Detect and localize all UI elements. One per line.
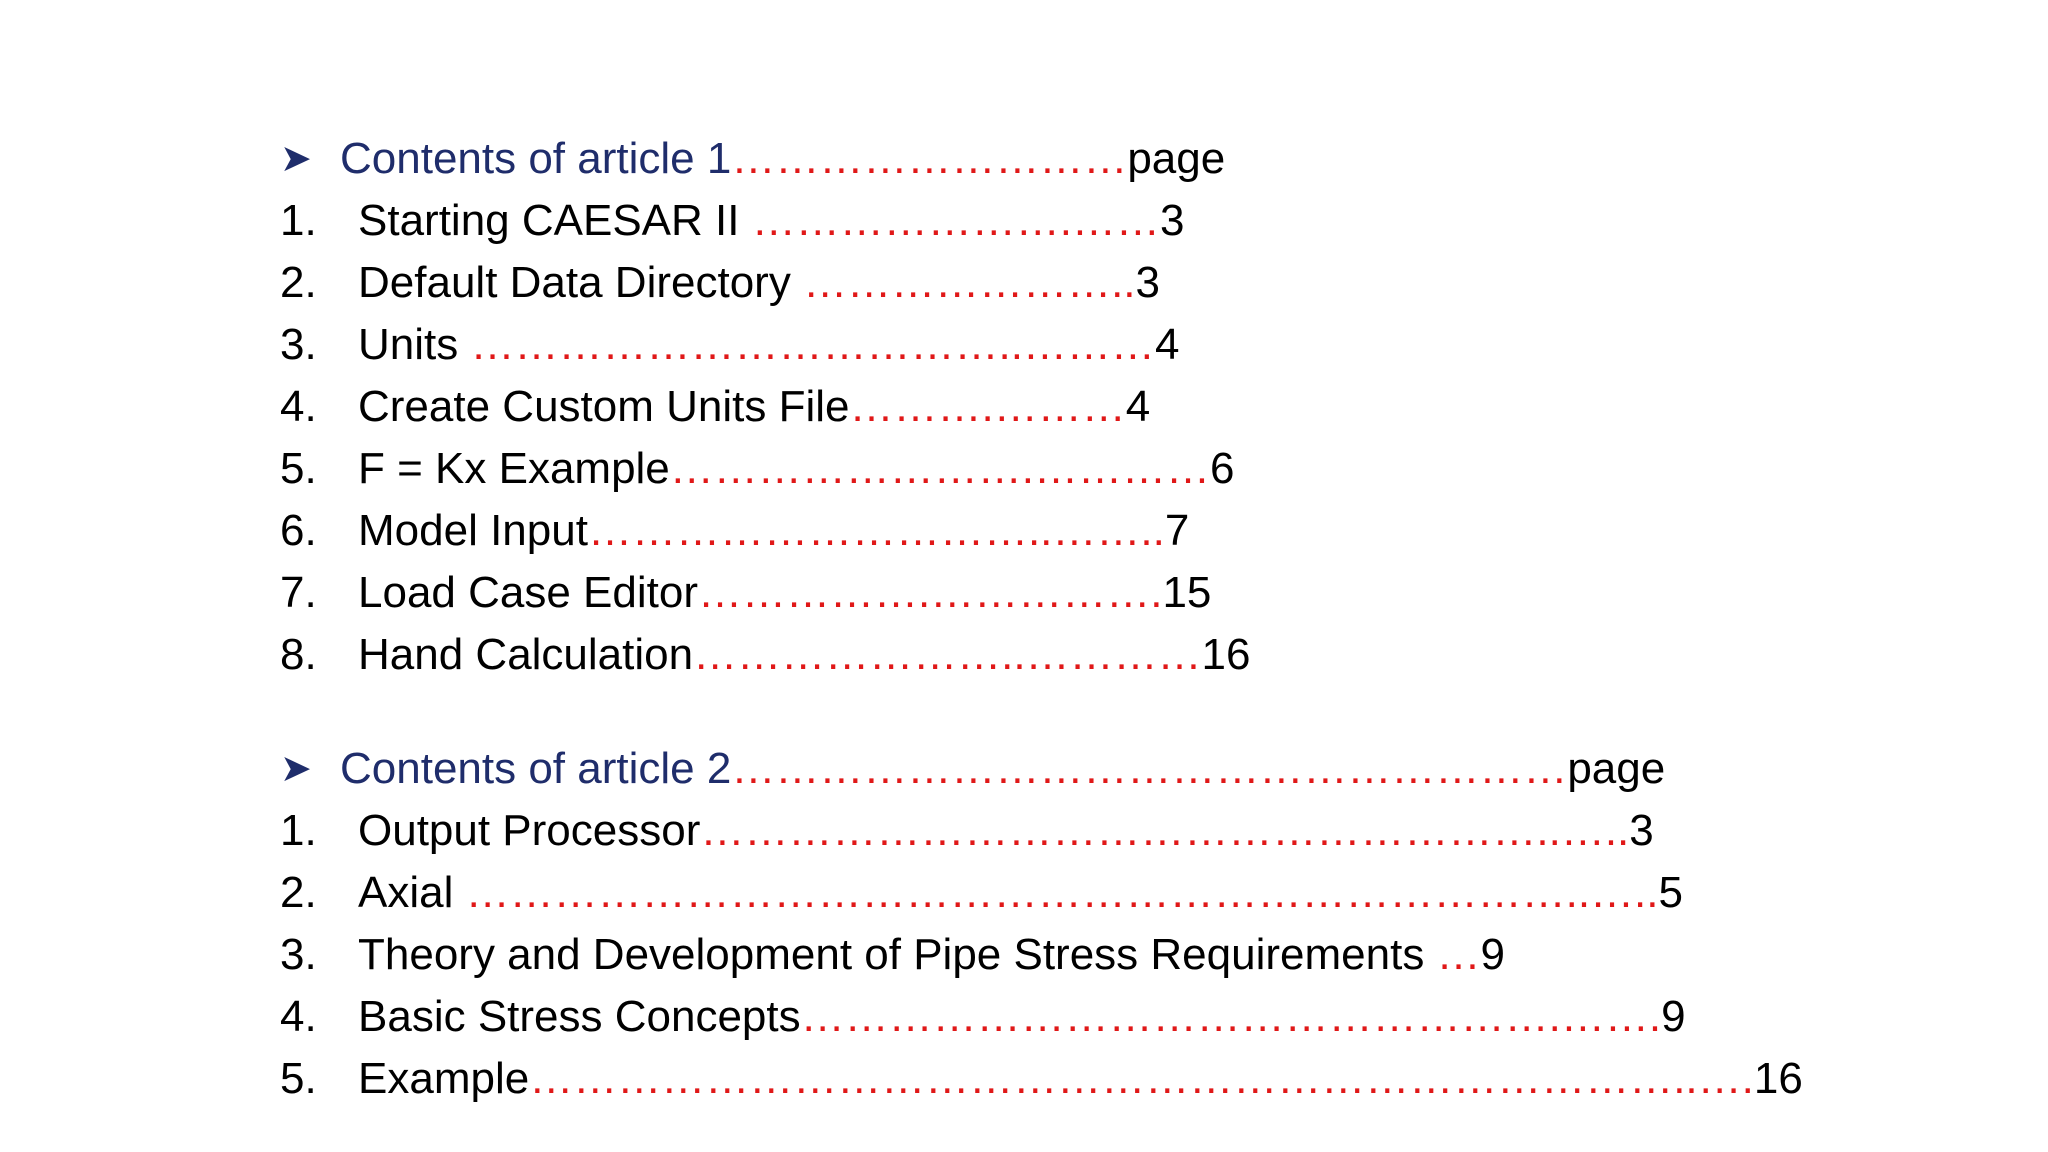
toc-entry[interactable] xyxy=(280,986,1803,1048)
toc-leader-dots: …………………………..…….. xyxy=(587,506,1165,555)
toc-heading-article-1 xyxy=(280,128,1251,190)
toc-entry-number: 1. xyxy=(280,196,317,245)
toc-entry-page: 6 xyxy=(1210,444,1235,493)
toc-entry[interactable] xyxy=(280,1048,1803,1110)
toc-entry-title: Theory and Development of Pipe Stress Requirements xyxy=(358,930,1437,979)
toc-entry-number: 4. xyxy=(280,382,317,431)
toc-entry[interactable] xyxy=(280,624,1251,686)
toc-entry-number: 6. xyxy=(280,506,317,555)
toc-entry-page: 3 xyxy=(1159,196,1185,245)
toc-leader-dots: ………………….. xyxy=(803,258,1136,307)
toc-entry[interactable] xyxy=(280,252,1251,314)
toc-entry[interactable] xyxy=(280,438,1251,500)
toc-entry-number: 5. xyxy=(280,444,317,493)
toc-entry-page: 3 xyxy=(1629,806,1654,855)
toc-entry-title: Axial xyxy=(358,868,466,917)
toc-entry-page: 9 xyxy=(1480,930,1506,979)
toc-leader-dots: ……………………… xyxy=(731,134,1128,183)
toc-entry[interactable] xyxy=(280,924,1803,986)
toc-entry-number: 3. xyxy=(280,930,317,979)
toc-leader-dots: ……………………………………………………………………..…. xyxy=(529,1054,1754,1103)
toc-entry-page: 3 xyxy=(1135,258,1160,307)
toc-entry-number: 8. xyxy=(280,630,317,679)
toc-entry-number: 5. xyxy=(280,1054,317,1103)
toc-leader-dots: …………………………………………………..….. xyxy=(700,806,1630,855)
toc-entry-title: Default Data Directory xyxy=(358,258,804,307)
toc-entry-page: 5 xyxy=(1658,868,1683,917)
toc-entry[interactable] xyxy=(280,500,1251,562)
toc-page-label: page xyxy=(1567,744,1666,793)
toc-entry-number: 2. xyxy=(280,258,317,307)
toc-leader-dots: …………………………………………………………………..….. xyxy=(465,868,1659,917)
toc-entry-title: Model Input xyxy=(358,506,588,555)
toc-entry-title: Output Processor xyxy=(358,806,701,855)
toc-entry-page: 16 xyxy=(1201,630,1251,679)
toc-entry-number: 7. xyxy=(280,568,317,617)
toc-entry-title: Basic Stress Concepts xyxy=(358,992,801,1041)
toc-entry-title: Units xyxy=(358,320,471,369)
toc-leader-dots: …………………..………… xyxy=(693,630,1202,679)
toc-heading-article-2 xyxy=(280,738,1803,800)
toc-entry-page: 4 xyxy=(1125,382,1151,431)
toc-entry[interactable] xyxy=(280,862,1803,924)
toc-leader-dots: …………….……………. xyxy=(698,568,1163,617)
toc-leader-dots: ………………………………..……… xyxy=(470,320,1155,369)
toc-section-article-2 xyxy=(280,738,1803,1110)
toc-entry-title: Create Custom Units File xyxy=(358,382,850,431)
toc-entry[interactable] xyxy=(280,562,1251,624)
toc-entry-title: Starting CAESAR II xyxy=(358,196,752,245)
toc-entry-page: 7 xyxy=(1164,506,1190,555)
toc-entry-number: 1. xyxy=(280,806,317,855)
toc-entry-title: Example xyxy=(358,1054,530,1103)
toc-heading-text: Contents of article 1 xyxy=(340,134,732,183)
toc-entry[interactable] xyxy=(280,314,1251,376)
arrowhead-bullet-icon: ➤ xyxy=(280,748,312,790)
toc-heading-text: Contents of article 2 xyxy=(340,744,732,793)
toc-entry-number: 2. xyxy=(280,868,317,917)
toc-leader-dots: ………………………………………………… xyxy=(731,744,1568,793)
toc-leader-dots: …………………………………………….……. xyxy=(800,992,1662,1041)
toc-entry-page: 4 xyxy=(1154,320,1180,369)
toc-entry[interactable] xyxy=(280,800,1803,862)
toc-entry-page: 15 xyxy=(1162,568,1212,617)
toc-entry-page: 16 xyxy=(1753,1054,1803,1103)
toc-leader-dots: ………………….…… xyxy=(751,196,1160,245)
toc-entry[interactable] xyxy=(280,190,1251,252)
arrowhead-bullet-icon: ➤ xyxy=(280,138,312,180)
toc-leader-dots: … xyxy=(1436,930,1481,979)
toc-section-article-1 xyxy=(280,128,1251,686)
toc-page-label: page xyxy=(1127,134,1226,183)
toc-entry-title: Hand Calculation xyxy=(358,630,694,679)
toc-entry-page: 9 xyxy=(1661,992,1686,1041)
toc-entry[interactable] xyxy=(280,376,1251,438)
toc-entry-number: 4. xyxy=(280,992,317,1041)
toc-entry-title: Load Case Editor xyxy=(358,568,698,617)
toc-leader-dots: ……….……… xyxy=(849,382,1126,431)
toc-entry-title: F = Kx Example xyxy=(358,444,670,493)
toc-leader-dots: …………………….………… xyxy=(669,444,1211,493)
toc-entry-number: 3. xyxy=(280,320,317,369)
